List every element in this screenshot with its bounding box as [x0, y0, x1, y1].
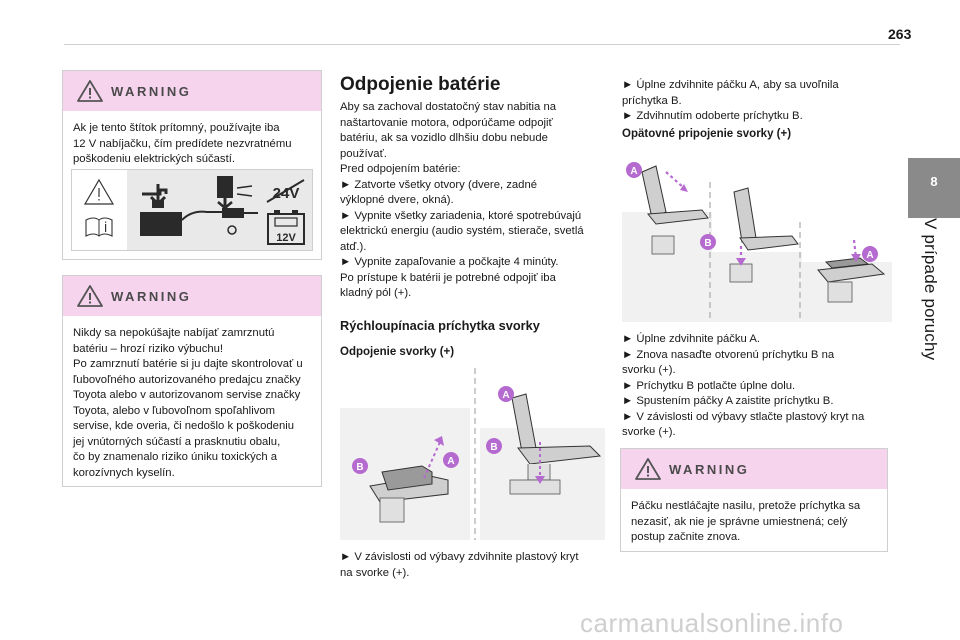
body-line: ► Vypnite zapaľovanie a počkajte 4 minúty. [340, 256, 559, 268]
warning-triangle-icon [77, 285, 103, 307]
warning-line: Nikdy sa nepokúšajte nabíjať zamrznutú [73, 327, 275, 339]
warning-line: korozívnych kyselín. [73, 466, 175, 479]
warning-line: Ak je tento štítok prítomný, používajte iba [73, 122, 280, 134]
charger-label-illustration [71, 169, 313, 251]
callout-a-icon [862, 246, 878, 262]
body-line: ► Zatvorte všetky otvory (dvere, zadné [340, 178, 538, 191]
callout-a-icon [443, 452, 459, 468]
warning-header [621, 449, 887, 489]
callout-a-icon [498, 386, 514, 402]
charger-label-svg [72, 170, 312, 250]
body-line: ► Úplne zdvihnite páčku A. [622, 333, 761, 345]
warning-triangle-icon [635, 458, 661, 480]
body-line: kladný pól (+). [340, 287, 412, 299]
callout-b: B [490, 442, 498, 453]
warning-line: batériu – hrozí riziko výbuchu! [73, 342, 224, 355]
warning-line: Páčku nestláčajte nasilu, pretože príchytka sa [631, 500, 861, 512]
body-line: ► Úplne zdvihnite páčku A, aby sa uvoľnila [622, 79, 839, 91]
chapter-number: 8 [930, 174, 938, 189]
warning-line: servise, kde overia, či nedošlo k poškodeniu [73, 420, 295, 432]
section-title: Odpojenie batérie [340, 74, 501, 95]
disconnect-terminal-figure [340, 368, 605, 540]
callout-b: B [704, 238, 712, 249]
removal-steps [622, 78, 892, 125]
warning-line: postup začnite znova. [631, 531, 741, 543]
body-line: ► V závislosti od výbavy zdvihnite plastový kryt [340, 551, 579, 563]
disconnect-terminal-svg [340, 368, 605, 540]
callout-a: A [866, 250, 874, 261]
warning-title: WARNING [111, 83, 192, 99]
reconnect-steps [622, 332, 892, 441]
body-line: elektrickú energiu (audio systém, stierače, svetlá [340, 225, 584, 237]
body-line: na svorke (+). [340, 566, 410, 579]
body-line: batériu, ak sa vozidlo dlhšiu dobu nebude [340, 132, 548, 144]
warning-line: Po zamrznutí batérie si ju dajte skontrolovať u [73, 358, 303, 370]
body-line: ► Príchytku B potlačte úplne dolu. [622, 379, 796, 392]
body-line: ► V závislosti od výbavy stlačte plastový kryt na [622, 410, 865, 423]
header-rule [64, 44, 900, 45]
watermark: carmanualsonline.info [580, 608, 844, 638]
body-line: Pred odpojením batérie: [340, 163, 461, 175]
warning-text [621, 489, 887, 546]
callout-b-icon [486, 438, 502, 454]
body-line: príchytka B. [622, 94, 682, 107]
callout-a: A [447, 456, 455, 467]
body-line: Po prístupe k batérii je potrebné odpojiť iba [340, 271, 556, 284]
body-line: Aby sa zachoval dostatočný stav nabitia na [340, 101, 557, 113]
callout-a: A [502, 390, 510, 401]
warning-triangle-icon [77, 80, 103, 102]
warning-line: ľubovoľného autorizovaného predajcu značky [73, 373, 301, 386]
callout-a-icon [626, 162, 642, 178]
body-line: ► Znova nasaďte otvorenú príchytku B na [622, 348, 835, 361]
warning-line: poškodeniu elektrických súčastí. [73, 153, 236, 165]
warning-text [63, 316, 321, 481]
subsubsection-title: Odpojenie svorky (+) [340, 346, 455, 358]
body-line: ► Spustením páčky A zaistite príchytku B. [622, 395, 834, 407]
chapter-title: V prípade poruchy [921, 218, 940, 361]
warning-box-12v [62, 70, 322, 260]
warning-title: WARNING [111, 288, 192, 304]
callout-b-icon [700, 234, 716, 250]
warning-line: Toyota alebo v autorizovanom servise značky [73, 389, 301, 401]
reconnect-title: Opätovné pripojenie svorky (+) [622, 128, 792, 140]
body-line: ► Zdvihnutím odoberte príchytku B. [622, 110, 803, 122]
body-line: používať. [340, 147, 387, 160]
callout-b: B [356, 462, 364, 473]
warning-line: jej vnútorných súčastí a prasknutiu obalu, [73, 435, 281, 448]
warning-line: Toyota, alebo v ľubovoľnom spoľahlivom [73, 404, 276, 417]
body-line: atď.). [340, 240, 367, 253]
reconnect-terminal-svg [622, 152, 892, 322]
warning-line: 12 V nabíjačku, čím predídete nezvratnému [73, 137, 292, 150]
reconnect-terminal-figure [622, 152, 892, 322]
body-line: svorku (+). [622, 364, 676, 376]
label-24v: 24V [272, 185, 300, 202]
body-line: ► Vypnite všetky zariadenia, ktoré spotrebúvajú [340, 209, 582, 222]
subsection-title: Rýchloupínacia príchytka svorky [340, 318, 540, 333]
section-intro [340, 100, 610, 302]
figure-caption [340, 550, 610, 581]
warning-line: nezasiť, ak nie je správne umiestnená; celý [631, 515, 848, 528]
callout-a: A [630, 166, 638, 177]
warning-text [63, 111, 321, 168]
warning-header [63, 276, 321, 316]
warning-title: WARNING [669, 461, 750, 477]
warning-box-lever [620, 448, 888, 552]
callout-b-icon [352, 458, 368, 474]
page-number: 263 [888, 26, 912, 42]
label-12v: 12V [276, 232, 296, 244]
body-line: svorke (+). [622, 426, 676, 438]
chapter-title-container [908, 218, 960, 438]
warning-line: čo by znamenalo riziko úniku toxických a [73, 451, 278, 463]
warning-header [63, 71, 321, 111]
body-line: výklopné dvere, okná). [340, 194, 454, 206]
warning-box-frozen-battery [62, 275, 322, 487]
body-line: naštartovanie motora, odporúčame odpojiť [340, 116, 553, 129]
